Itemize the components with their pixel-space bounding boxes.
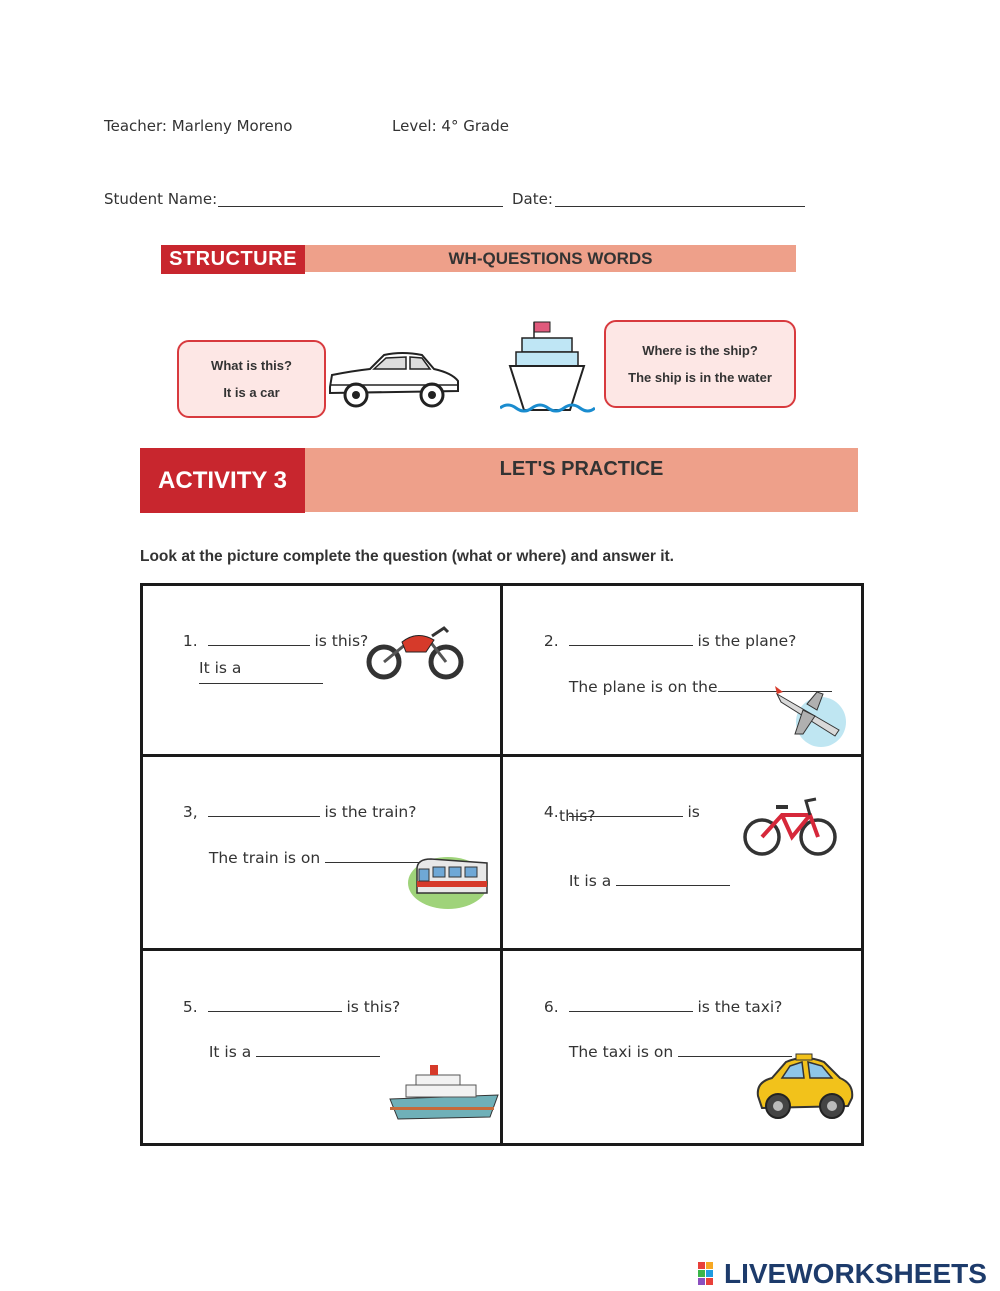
exercise-number: 1. [182, 632, 198, 650]
ship-icon [386, 1063, 502, 1123]
exercise-question-text: is [687, 803, 700, 821]
exercise-5-answer-blank[interactable] [256, 1042, 380, 1057]
exercise-number: 4. [543, 803, 559, 821]
motorcycle-icon [362, 622, 468, 682]
activity-title: LET'S PRACTICE [305, 448, 858, 512]
instruction-text: Look at the picture complete the question (what or where) and answer it. [140, 548, 674, 565]
ship-illustration-icon [500, 318, 595, 418]
exercise-answer-text: The train is on [208, 849, 321, 867]
exercise-number: 3, [182, 803, 198, 821]
exercise-answer-text: It is a [208, 1043, 252, 1061]
exercise-5-question-blank[interactable] [208, 997, 342, 1012]
exercise-question-text: is this? [314, 632, 369, 650]
activity-tag: ACTIVITY 3 [140, 448, 305, 513]
exercise-1-answer: It is a [199, 659, 242, 677]
exercise-4-answer [559, 853, 730, 890]
exercise-question-text: is the plane? [697, 632, 797, 650]
exercise-2-question-blank[interactable] [569, 631, 693, 646]
example-question: What is this? [211, 358, 292, 373]
structure-title: WH-QUESTIONS WORDS [305, 245, 796, 272]
exercise-number: 5. [182, 998, 198, 1016]
exercise-1-question-blank[interactable] [208, 631, 310, 646]
liveworksheets-logo-icon [698, 1262, 722, 1286]
grade-level: Level: 4° Grade [392, 117, 509, 135]
student-name-label: Student Name: [104, 190, 218, 208]
airplane-icon [773, 686, 848, 748]
brand-name: LIVEWORKSHEETS [724, 1258, 987, 1289]
student-name-field[interactable] [218, 206, 503, 207]
exercise-5-answer [199, 1024, 380, 1061]
exercise-1-question [173, 613, 368, 650]
date-label: Date: [512, 190, 553, 208]
exercise-answer-text: The plane is on the [568, 678, 718, 696]
bicycle-icon [740, 795, 840, 857]
date-field[interactable] [555, 206, 805, 207]
exercise-number: 6. [543, 998, 559, 1016]
exercise-answer-text: The taxi is on [568, 1043, 674, 1061]
train-icon [403, 849, 493, 914]
example-bubble-what [177, 340, 326, 418]
structure-tag: STRUCTURE [161, 245, 305, 274]
exercise-4-question-cont: this? [559, 807, 596, 825]
exercise-number: 2. [543, 632, 559, 650]
exercise-3-question [173, 784, 416, 821]
taxi-icon [752, 1052, 856, 1122]
exercise-2-question [534, 613, 796, 650]
exercise-answer-text: It is a [568, 872, 612, 890]
example-answer: The ship is in the water [628, 370, 772, 385]
liveworksheets-logo[interactable] [698, 1258, 987, 1290]
car-icon [322, 345, 462, 413]
exercise-question-text: is the train? [324, 803, 417, 821]
exercise-question-text: is this? [346, 998, 401, 1016]
exercise-4-answer-blank[interactable] [616, 871, 730, 886]
exercise-question-text: is the taxi? [697, 998, 783, 1016]
exercise-6-question-blank[interactable] [569, 997, 693, 1012]
example-answer: It is a car [223, 385, 280, 400]
exercise-1-answer-blank[interactable] [199, 683, 323, 684]
example-question: Where is the ship? [642, 343, 758, 358]
teacher-name: Teacher: Marleny Moreno [104, 117, 293, 135]
exercise-6-question [534, 979, 782, 1016]
example-bubble-where [604, 320, 796, 408]
exercise-3-question-blank[interactable] [208, 802, 320, 817]
exercise-5-question [173, 979, 400, 1016]
